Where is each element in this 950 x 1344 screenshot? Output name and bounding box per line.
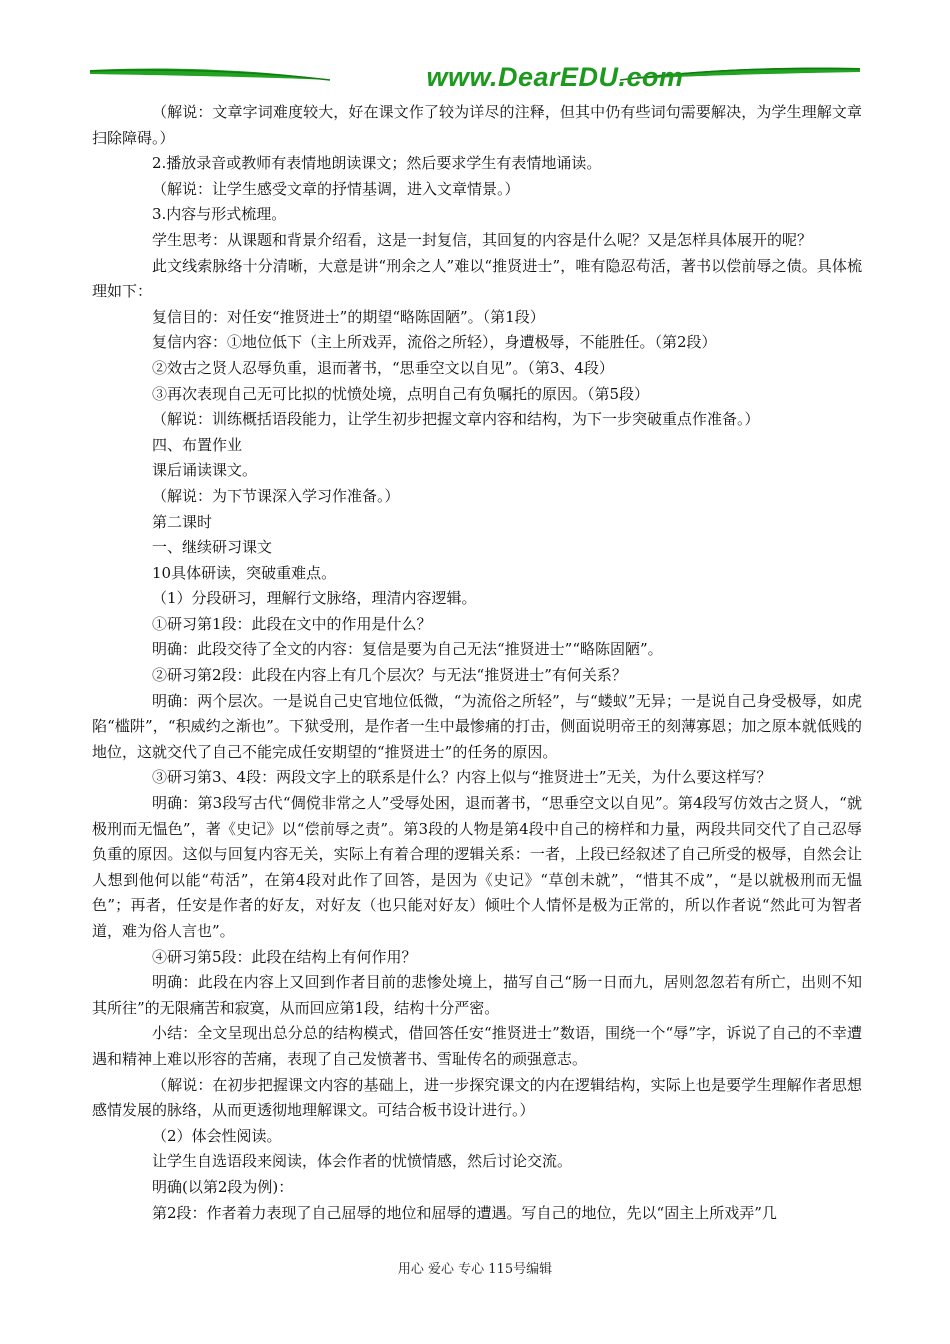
body-paragraph: 小结：全文呈现出总分总的结构模式，借回答任安“推贤进士”数语，围绕一个“辱”字，诉说了自己的不幸遭遇和精神上难以形容的苦痛，表现了自己发愤著书、雪耻传名的顽强意志。 bbox=[92, 1024, 862, 1068]
body-paragraph: （1）分段研习，理解行文脉络，理清内容逻辑。 bbox=[152, 589, 477, 608]
body-paragraph: 复信内容：①地位低下（主上所戏弄，流俗之所轻），身遭极辱，不能胜任。（第2段） bbox=[152, 333, 717, 352]
body-paragraph: 第2段：作者着力表现了自己屈辱的地位和屈辱的遭遇。写自己的地位，先以“固主上所戏弄”几 bbox=[152, 1203, 777, 1222]
body-paragraph: ①研习第1段：此段在文中的作用是什么？ bbox=[152, 614, 432, 633]
body-paragraph: ②研习第2段：此段在内容上有几个层次？与无法“推贤进士”有何关系？ bbox=[152, 666, 627, 685]
body-paragraph: 让学生自选语段来阅读，体会作者的忧愤情感，然后讨论交流。 bbox=[152, 1152, 573, 1171]
body-paragraph: （解说：文章字词难度较大，好在课文作了较为详尽的注释，但其中仍有些词句需要解决，为学生理解文章扫除障碍。） bbox=[92, 103, 862, 147]
body-paragraph: 明确：此段在内容上又回到作者目前的悲惨处境上，描写自己“肠一日而九，居则忽忽若有所亡，出则不知其所往”的无限痛苦和寂寞，从而回应第1段，结构十分严密。 bbox=[92, 973, 862, 1017]
body-paragraph: 明确：此段交待了全文的内容：复信是要为自己无法“推贤进士”“略陈固陋”。 bbox=[152, 640, 663, 659]
body-paragraph: ③研习第3、4段：两段文字上的联系是什么？内容上似与“推贤进士”无关，为什么要这样写？ bbox=[152, 768, 772, 787]
body-paragraph: 一、继续研习课文 bbox=[152, 538, 273, 557]
site-header bbox=[90, 58, 860, 98]
page-footer: 用心 爱心 专心 115号编辑 bbox=[397, 1262, 553, 1277]
document-body bbox=[92, 100, 862, 1226]
body-paragraph: 10具体研读，突破重难点。 bbox=[152, 563, 337, 582]
body-paragraph: 明确(以第2段为例)： bbox=[152, 1177, 294, 1196]
body-paragraph: （解说：在初步把握课文内容的基础上，进一步探究课文的内在逻辑结构，实际上也是要学生理解作者思想感情发展的脉络，从而更透彻地理解课文。可结合板书设计进行。） bbox=[92, 1075, 862, 1120]
body-paragraph: 3.内容与形式梳理。 bbox=[152, 205, 287, 224]
body-paragraph: ③再次表现自己无可比拟的忧愤处境，点明自己有负嘱托的原因。（第5段） bbox=[152, 384, 650, 403]
body-paragraph: 四、布置作业 bbox=[152, 435, 243, 454]
body-paragraph: 第二课时 bbox=[152, 512, 213, 531]
body-paragraph: 课后诵读课文。 bbox=[152, 461, 258, 480]
body-paragraph: 学生思考：从课题和背景介绍看，这是一封复信，其回复的内容是什么呢？又是怎样具体展开的呢？ bbox=[152, 230, 813, 249]
body-paragraph: 明确：第3段写古代“倜傥非常之人”受辱处困，退而著书，“思垂空文以自见”。第4段写仿效古之贤人，“就极刑而无愠色”，著《史记》以“偿前辱之责”。第3段的人物是第4段中自己的榜样和力量，两段共同交代了自己忍辱负重的原因。这似与回复内容无关，实际上有着合理的逻辑关系：一者，上段已经叙述了自己所受的极辱，自然会让人想到他何以能“苟活”，在第4段对此作了回答，是因为《史记》“草创未就”，“惜其不成”，“是以就极刑而无愠色”；再者，任安是作者的好友，对好友（也只能对好友）倾吐个人情怀是极为正常的，所以作者说“然此可为智者道，难为俗人言也”。 bbox=[92, 794, 862, 940]
body-paragraph: （2）体会性阅读。 bbox=[152, 1126, 282, 1145]
body-paragraph: 2.播放录音或教师有表情地朗读课文；然后要求学生有表情地诵读。 bbox=[152, 154, 602, 173]
body-paragraph: 明确：两个层次。一是说自己史官地位低微，“为流俗之所轻”，与“蝼蚁”无异；一是说自己身受极辱，如虎陷“槛阱”，“积威约之渐也”。下狱受刑，是作者一生中最惨痛的打击，侧面说明帝王的刻薄寡恩；加之原本就低贱的地位，这就交代了自己不能完成任安期望的“推贤进士”的任务的原因。 bbox=[92, 691, 862, 761]
body-paragraph: （解说：训练概括语段能力，让学生初步把握文章内容和结构，为下一步突破重点作准备。） bbox=[152, 410, 760, 429]
body-paragraph: 复信目的：对任安“推贤进士”的期望“略陈固陋”。（第1段） bbox=[152, 307, 545, 326]
body-paragraph: 此文线索脉络十分清晰，大意是讲“刑余之人”难以“推贤进士”，唯有隐忍苟活，著书以偿前辱之债。具体梳理如下： bbox=[92, 256, 862, 301]
site-logo-text: www.DearEDU.com bbox=[426, 62, 684, 92]
body-paragraph: ②效古之贤人忍辱负重，退而著书，“思垂空文以自见”。（第3、4段） bbox=[152, 358, 614, 377]
body-paragraph: （解说：让学生感受文章的抒情基调，进入文章情景。） bbox=[152, 179, 520, 198]
body-paragraph: （解说：为下节课深入学习作准备。） bbox=[152, 486, 400, 505]
body-paragraph: ④研习第5段：此段在结构上有何作用？ bbox=[152, 947, 417, 966]
